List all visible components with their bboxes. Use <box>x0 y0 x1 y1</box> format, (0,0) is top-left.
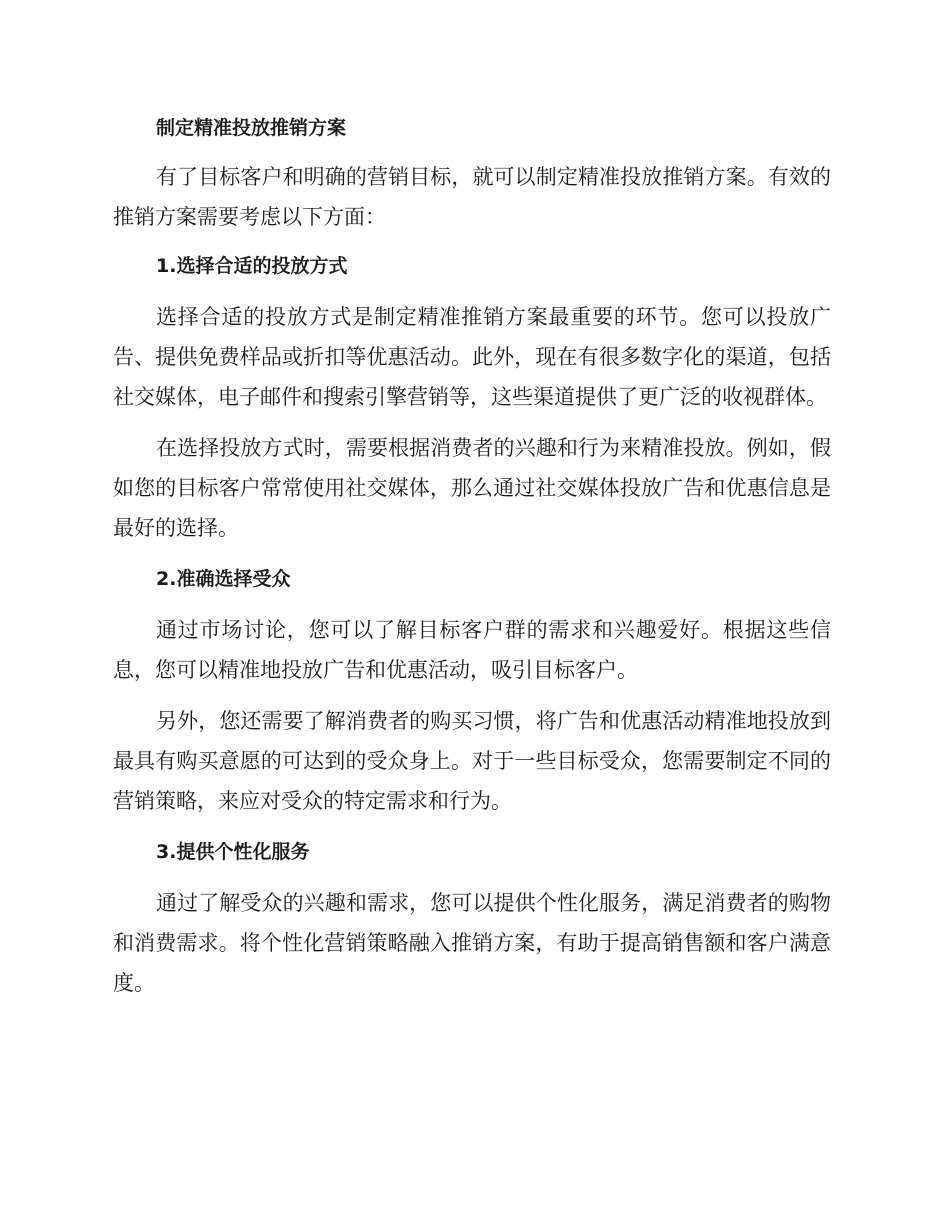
spacer <box>113 417 831 428</box>
spacer <box>113 821 831 832</box>
section-1-paragraph-1: 选择合适的投放方式是制定精准推销方案最重要的环节。您可以投放广告、提供免费样品或折扣等优惠活动。此外，现在有很多数字化的渠道，包括社交媒体，电子邮件和搜索引擎营销等，这些渠道提供了更广泛的收视群体。 <box>113 305 831 409</box>
section-2-paragraph-1: 通过市场讨论，您可以了解目标客户群的需求和兴趣爱好。根据这些信息，您可以精准地投放广告和优惠活动，吸引目标客户。 <box>113 618 831 682</box>
spacer <box>113 286 831 297</box>
spacer <box>113 690 831 701</box>
spacer <box>113 148 831 157</box>
spacer <box>113 599 831 610</box>
section-heading-3: 3.提供个性化服务 <box>156 841 310 863</box>
section-2-paragraph-2: 另外，您还需要了解消费者的购买习惯，将广告和优惠活动精准地投放到最具有购买意愿的可达到的受众身上。对于一些目标受众，您需要制定不同的营销策略，来应对受众的特定需求和行为。 <box>113 709 831 813</box>
spacer <box>113 872 831 883</box>
section-heading-2: 2.准确选择受众 <box>156 568 291 590</box>
document-page <box>113 108 831 1003</box>
spacer <box>113 548 831 559</box>
document-title: 制定精准投放推销方案 <box>156 117 347 139</box>
spacer <box>113 237 831 246</box>
intro-paragraph: 有了目标客户和明确的营销目标，就可以制定精准投放推销方案。有效的推销方案需要考虑以下方面： <box>113 165 831 229</box>
section-1-paragraph-2: 在选择投放方式时，需要根据消费者的兴趣和行为来精准投放。例如，假如您的目标客户常常使用社交媒体，那么通过社交媒体投放广告和优惠信息是最好的选择。 <box>113 436 831 540</box>
section-heading-1: 1.选择合适的投放方式 <box>156 255 348 277</box>
section-3-paragraph-1: 通过了解受众的兴趣和需求，您可以提供个性化服务，满足消费者的购物和消费需求。将个性化营销策略融入推销方案，有助于提高销售额和客户满意度。 <box>113 891 831 995</box>
